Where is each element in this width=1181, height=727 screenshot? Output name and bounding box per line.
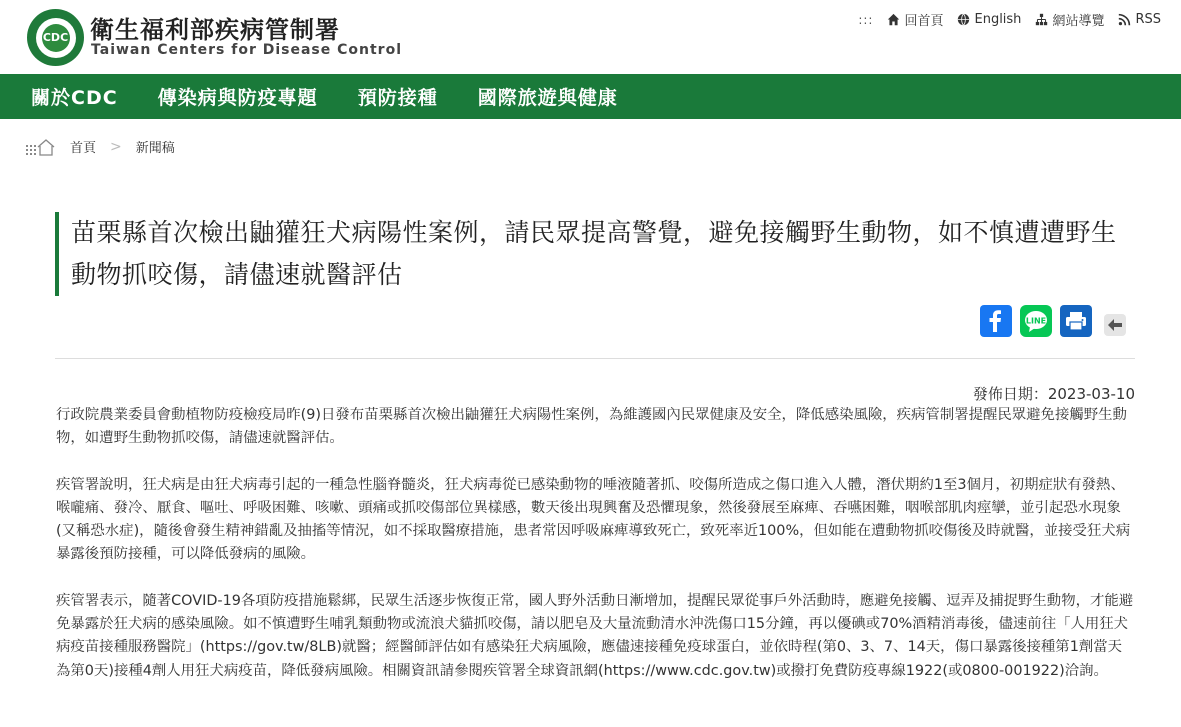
breadcrumb-home-icon[interactable]: [26, 138, 56, 156]
sitemap-link[interactable]: [1035, 10, 1104, 29]
breadcrumb-separator: >: [110, 138, 122, 155]
breadcrumb: [26, 137, 175, 156]
home-link[interactable]: [887, 10, 943, 29]
facebook-share-button[interactable]: [980, 305, 1012, 337]
site-header: [0, 0, 1181, 74]
nav-item-vaccination[interactable]: 預防接種: [357, 87, 438, 109]
title-divider: [55, 358, 1135, 359]
top-links: [858, 10, 1161, 29]
home-link-label: 回首頁: [904, 14, 944, 29]
article-title-block: [55, 212, 1135, 296]
publish-date: 發佈日期：2023-03-10: [972, 385, 1135, 403]
print-button[interactable]: [1060, 305, 1092, 337]
site-subtitle: Taiwan Centers for Disease Control: [91, 42, 403, 58]
english-link-label: English: [974, 12, 1022, 27]
article-body: [56, 404, 1136, 706]
line-icon: [1020, 305, 1052, 337]
nav-item-diseases[interactable]: 傳染病與防疫專題: [157, 87, 318, 109]
nav-item-about[interactable]: 關於CDC: [31, 87, 118, 109]
line-share-button[interactable]: [1020, 305, 1052, 337]
nav-item-travel[interactable]: 國際旅遊與健康: [477, 87, 618, 109]
site-title[interactable]: 衛生福利部疾病管制署: [90, 16, 340, 44]
globe-icon: [957, 13, 970, 26]
back-arrow-icon: [1108, 319, 1122, 331]
main-nav: [0, 74, 1181, 119]
rss-link[interactable]: [1118, 12, 1161, 27]
english-link[interactable]: [957, 12, 1021, 27]
breadcrumb-current[interactable]: 新聞稿: [135, 141, 175, 156]
article-paragraph: 行政院農業委員會動植物防疫檢疫局昨(9)日發布苗栗縣首次檢出鼬獾狂犬病陽性案例，為維護國內民眾健康及安全，降低感染風險，疾病管制署提醒民眾避免接觸野生動物，如遭野生動物抓咬傷，請儘速就醫評估。: [56, 407, 1127, 447]
logo-mark: CDC: [42, 24, 70, 52]
breadcrumb-home[interactable]: 首頁: [70, 141, 97, 156]
svg-text:LINE: LINE: [1025, 316, 1047, 326]
rss-icon: [1118, 13, 1131, 26]
article-paragraph: 疾管署表示，隨著COVID-19各項防疫措施鬆綁，民眾生活逐步恢復正常，國人野外活動日漸增加，提醒民眾從事戶外活動時，應避免接觸、逗弄及捕捉野生動物，才能避免暴露於狂犬病的感染風險。如不慎遭野生哺乳類動物或流浪犬貓抓咬傷，請以肥皂及大量流動清水沖洗傷口15分鐘，再以優碘或70%酒精消毒後，儘速前往「人用狂犬病疫苗接種服務醫院」(https://gov.tw/8LB)就醫；經醫師評估如有感染狂犬病風險，應儘速接種免疫球蛋白，並依時程(第0、3、7、14天，傷口暴露後接種第1劑當天為第0天)接種4劑人用狂犬病疫苗，降低發病風險。相關資訊請參閱疾管署全球資訊網(https://www.cdc.gov.tw)或撥打免費防疫專線1922(或0800-001922)洽詢。: [56, 592, 1134, 679]
cdc-logo[interactable]: [27, 9, 84, 66]
article-title: 苗栗縣首次檢出鼬獾狂犬病陽性案例，請民眾提高警覺，避免接觸野生動物，如不慎遭遭野生動物抓咬傷，請儘速就醫評估: [71, 218, 1117, 289]
back-button[interactable]: [1104, 314, 1126, 336]
home-icon: [887, 13, 900, 26]
facebook-icon: [986, 310, 1006, 332]
sitemap-icon: [1035, 13, 1048, 26]
rss-link-label: RSS: [1135, 12, 1161, 27]
share-bar: [980, 305, 1126, 337]
print-icon: [1065, 311, 1087, 331]
sitemap-link-label: 網站導覽: [1052, 14, 1105, 29]
accesskey-dots[interactable]: :::: [858, 12, 874, 27]
article-paragraph: 疾管署說明，狂犬病是由狂犬病毒引起的一種急性腦脊髓炎，狂犬病毒從已感染動物的唾液隨著抓、咬傷所造成之傷口進入人體，潛伏期約1至3個月，初期症狀有發熱、喉嚨痛、發冷、厭食、嘔吐、呼吸困難、咳嗽、頭痛或抓咬傷部位異樣感，數天後出現興奮及恐懼現象，然後發展至麻痺、吞嚥困難，咽喉部肌肉痙攣，並引起恐水現象(又稱恐水症)，隨後會發生精神錯亂及抽搐等情況，如不採取醫療措施，患者常因呼吸麻痺導致死亡，致死率近100%，但如能在遭動物抓咬傷後及時就醫，並接受狂犬病暴露後預防接種，可以降低發病的風險。: [56, 476, 1131, 563]
